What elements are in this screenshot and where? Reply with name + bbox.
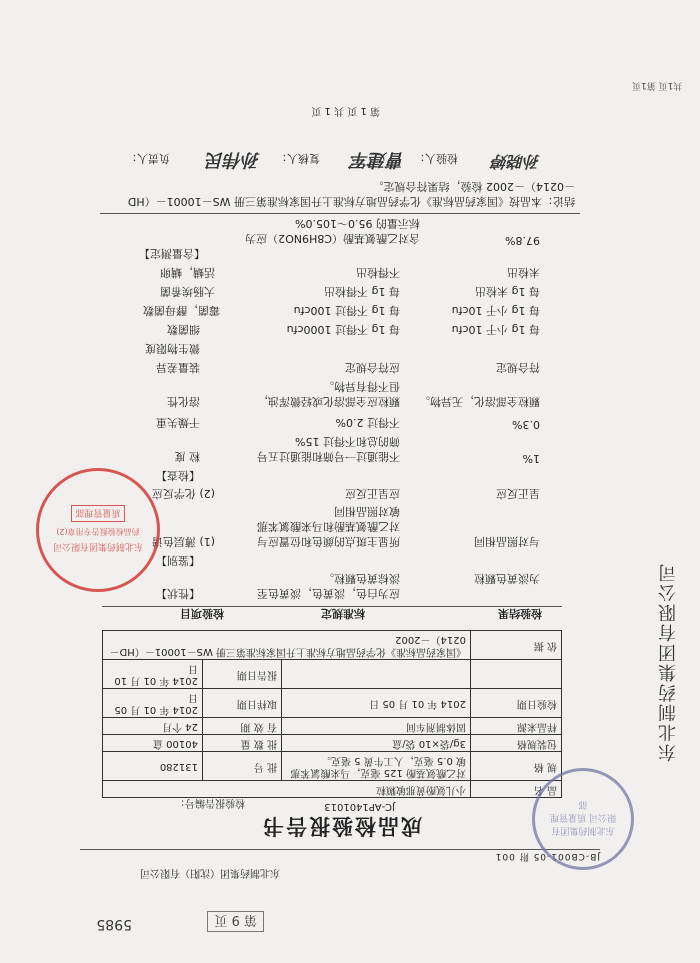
table-cell: 依 据 — [471, 631, 562, 660]
section-identify: 【鉴别】 — [156, 554, 200, 567]
sol-standard: 颗粒应全部溶化或轻微浑浊， — [257, 395, 400, 408]
inspector-signature: 孙晓婷 — [491, 152, 540, 171]
table-cell: 131280 — [103, 752, 203, 781]
stamp-bottom-text: 质量管理部 — [72, 506, 125, 523]
blue-seal-stamp — [532, 768, 634, 870]
table-row — [103, 718, 562, 735]
red-seal-stamp — [36, 468, 160, 592]
reviewer-label: 复核人： — [276, 152, 320, 165]
chem-standard: 应呈正反应 — [345, 487, 400, 500]
sol-item: 溶化性 — [167, 395, 200, 408]
table-cell: 包装规格 — [471, 735, 562, 752]
mold-item: 霉菌，酵母菌数 — [143, 304, 220, 317]
reviewer-signature: 曹建军 — [351, 149, 405, 170]
assay-standard-2: 标示量的 95.0～105.0% — [295, 217, 420, 230]
footer-number: 5985 — [96, 916, 132, 932]
table-cell: 2014 年 01 月 10 日 — [103, 660, 203, 689]
table-row — [103, 631, 562, 660]
table-row — [103, 689, 562, 718]
table-row — [103, 660, 562, 689]
table-cell: 24 个月 — [103, 718, 203, 735]
company-header: 东北制药集团（沈阳）有限公司 — [140, 867, 280, 878]
document-title: 成品检验报告书 — [261, 814, 422, 838]
coli-item: 大肠埃希菌 — [160, 285, 215, 298]
table-cell: 批 数 量 — [203, 735, 282, 752]
var-item: 装量差异 — [156, 361, 200, 374]
table-cell: 检验日期 — [471, 689, 562, 718]
table-cell: 2014 年 01 月 05 日 — [282, 689, 471, 718]
footer-page-stamp: 第 9 页 — [207, 911, 264, 932]
report-number: JC-AP1401013 — [324, 801, 395, 812]
section-exam: 【检查】 — [156, 469, 200, 482]
dry-item: 干燥失重 — [156, 416, 200, 429]
tlc-item: (1) 薄层色谱 — [151, 535, 215, 548]
micro-item: 微生物限度 — [145, 342, 200, 355]
tlc-standard-2: 对乙酰氨基酚和马来酸氯苯那 — [257, 520, 400, 533]
size-standard: 不能通过一号筛和能通过五号 — [257, 450, 400, 463]
blue-stamp-text: 东北制药集团有限公司 质量管理部 — [550, 799, 616, 836]
chem-result: 呈正反应 — [496, 487, 540, 500]
table-cell: 取样日期 — [203, 689, 282, 718]
size-result: 1% — [522, 452, 540, 465]
table-cell: 40100 盒 — [103, 735, 203, 752]
bact-item: 细菌数 — [167, 323, 200, 336]
live-item: 活螨，螨卵 — [160, 266, 215, 279]
conclusion-text: 结论：本品按《国家药品标准》化学药品地方标准上升国家标准第三册 WS－10001－（HD — [127, 195, 575, 208]
sol-standard-2: 但不得有异物。 — [323, 380, 400, 393]
table-cell: 品 名 — [471, 781, 562, 798]
inspector-label: 检验人： — [414, 152, 458, 165]
section-traits: 【性状】 — [156, 587, 200, 600]
table-cell: 样品来源 — [471, 718, 562, 735]
coli-standard: 每 1g 不得检出 — [324, 285, 400, 298]
stamp-mid-text: 药品检验报告专用章(2) — [56, 527, 140, 537]
approver-label: 负责人： — [126, 152, 170, 165]
bact-standard: 每 1g 不得过 1000cfu — [286, 323, 400, 336]
coli-result: 每 1g 未检出 — [475, 285, 540, 298]
table-cell — [282, 660, 471, 689]
chem-item: (2) 化学反应 — [151, 487, 215, 500]
table-cell: 2014 年 01 月 05 日 — [103, 689, 203, 718]
live-result: 未检出 — [507, 266, 540, 279]
form-code: JB-CB001-05 附 001 — [494, 851, 600, 861]
trait-result: 为淡黄色颗粒 — [474, 572, 540, 585]
table-cell: 对乙酰氨基酚 125 毫克，马来酸氯苯那敏 0.5 毫克，人工牛黄 5 毫克。 — [282, 752, 471, 781]
tlc-result: 与对照品相同 — [474, 535, 540, 548]
table-cell: 批 号 — [203, 752, 282, 781]
conclusion-rule — [100, 213, 580, 214]
header-result: 检验结果 — [498, 607, 542, 620]
table-row — [103, 752, 562, 781]
header-item: 检验项目 — [180, 607, 224, 620]
bact-result: 每 1g 小于 10cfu — [451, 323, 540, 336]
approver-signature: 孙伟民 — [206, 149, 260, 170]
trait-standard-2: 淡棕黄色颗粒。 — [323, 572, 400, 585]
table-cell: 固体制剂车间 — [282, 718, 471, 735]
stamp-top-text: 东北制药集团有限公司 — [53, 541, 144, 552]
page-info: 第 1 页 共 1 页 — [311, 105, 380, 116]
page-corner-label: 共1页 第1页 — [632, 80, 683, 90]
trait-standard: 应为白色，淡黄色，淡黄色至 — [257, 587, 400, 600]
table-cell: 有 效 期 — [203, 718, 282, 735]
table-cell: 《国家药品标准》化学药品地方标准上升国家标准第三册 WS－10001－（HD－0214）－2002 — [103, 631, 471, 660]
section-assay: 【含量测定】 — [139, 247, 205, 260]
table-row — [103, 735, 562, 752]
tlc-standard-3: 敏对照品相同 — [334, 505, 400, 518]
table-cell: 报告日期 — [203, 660, 282, 689]
table-cell: 小儿氨酚黄那敏颗粒 — [103, 781, 471, 798]
assay-standard: 含对乙酰氨基酚（C8H9NO2）应为 — [245, 232, 420, 245]
header-standard: 标准规定 — [321, 607, 365, 620]
var-result: 符合规定 — [496, 361, 540, 374]
mold-result: 每 1g 小于 10cfu — [451, 304, 540, 317]
table-cell — [471, 660, 562, 689]
table-cell: 规 格 — [471, 752, 562, 781]
live-standard: 不得检出 — [356, 266, 400, 279]
edge-company-name: 东北制药集团有限公司 — [658, 562, 679, 762]
report-number-label: 检验报告编号： — [175, 797, 245, 808]
product-info-table — [102, 630, 562, 798]
assay-result: 97.8% — [505, 234, 540, 247]
dry-standard: 不得过 2.0% — [335, 416, 400, 429]
table-row — [103, 781, 562, 798]
dry-result: 0.3% — [512, 418, 540, 431]
sol-result: 颗粒全部溶化，无异物。 — [419, 395, 540, 408]
header-row-rule — [102, 606, 562, 607]
size-item: 粒 度 — [174, 450, 200, 463]
conclusion-text-2: －0214）－2002 检验，结果符合规定。 — [372, 180, 575, 193]
var-standard: 应符合规定 — [345, 361, 400, 374]
size-standard-2: 筛的总和不得过 15% — [295, 435, 400, 448]
tlc-standard: 所显主斑点的颜色和位置应与 — [257, 535, 400, 548]
mold-standard: 每 1g 不得过 100cfu — [293, 304, 400, 317]
header-rule — [80, 849, 600, 850]
table-cell: 3g/袋×10 袋/盒 — [282, 735, 471, 752]
